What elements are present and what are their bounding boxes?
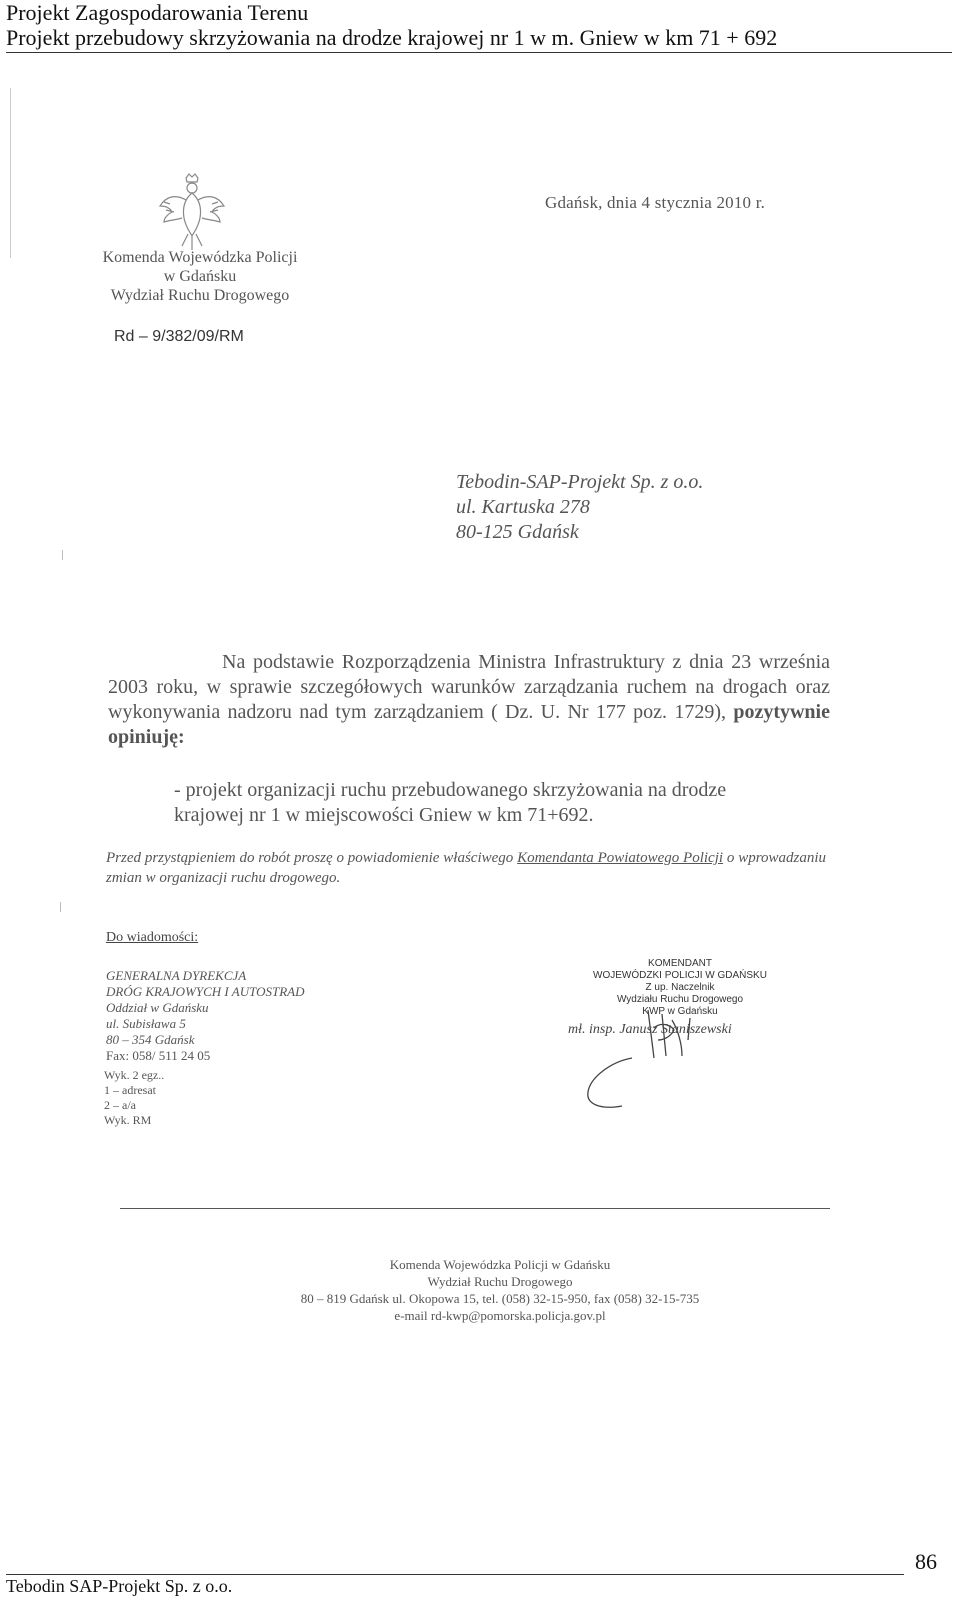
distribution-line-5: 80 – 354 Gdańsk: [106, 1032, 195, 1047]
copies-line-2: 1 – adresat: [104, 1083, 156, 1097]
sender-block: [90, 248, 310, 305]
scan-speck: [60, 902, 64, 912]
sender-line-1: Komenda Wojewódzka Policji: [102, 249, 298, 266]
distribution-line-4: ul. Subisława 5: [106, 1016, 186, 1031]
copies-line-3: 2 – a/a: [104, 1098, 136, 1112]
notice-text-end: o wprowadzaniu zmian w organizacji ruchu drogowego.: [106, 850, 826, 886]
stamp-line-1: KOMENDANT: [648, 958, 712, 969]
letter-date: Gdańsk, dnia 4 stycznia 2010 r.: [545, 193, 766, 212]
letter-footer: [250, 1256, 750, 1324]
handwritten-signature-icon: [570, 1000, 810, 1120]
header-rule: [6, 52, 952, 53]
notice-underlined: Komendanta Powiatowego Policji: [517, 850, 724, 866]
page-number: 86: [915, 1549, 937, 1574]
scan-edge-line: [10, 88, 11, 258]
letter-footer-line-2: Wydział Ruchu Drogowego: [427, 1274, 573, 1289]
opinion-item-line-2: krajowej nr 1 w miejscowości Gniew w km 71+692.: [174, 804, 594, 826]
opinion-phrase: pozytywnie opiniuję:: [108, 701, 830, 748]
scan-speck: [62, 550, 66, 560]
addressee-line-3: 80-125 Gdańsk: [456, 521, 579, 543]
addressee-line-1: Tebodin-SAP-Projekt Sp. z o.o.: [456, 471, 704, 493]
letter-footer-line-3: 80 – 819 Gdańsk ul. Okopowa 15, tel. (058) 32-15-950, fax (058) 32-15-735: [300, 1291, 700, 1306]
distribution-fax: Fax: 058/ 511 24 05: [106, 1048, 211, 1063]
stamp-line-3: Z up. Naczelnik: [645, 982, 715, 993]
stamp-line-5: KWP w Gdańsku: [642, 1006, 718, 1017]
addressee-line-2: ul. Kartuska 278: [456, 496, 590, 518]
letter-footer-line-1: Komenda Wojewódzka Policji w Gdańsku: [389, 1257, 611, 1272]
stamp-line-4: Wydziału Ruchu Drogowego: [616, 994, 744, 1005]
running-header-line-1: Projekt Zagospodarowania Terenu: [6, 0, 309, 25]
footer-rule: [6, 1574, 904, 1575]
opinion-item-line-1: - projekt organizacji ruchu przebudowanego skrzyżowania na drodze: [174, 779, 727, 801]
opinion-item: [174, 778, 814, 828]
eagle-emblem-icon: [156, 172, 228, 254]
letter-footer-rule: [120, 1208, 830, 1209]
distribution-line-2: DRÓG KRAJOWYCH I AUTOSTRAD: [106, 984, 305, 999]
reference-number: Rd – 9/382/09/RM: [114, 328, 244, 345]
body-text: Na podstawie Rozporządzenia Ministra Infrastruktury z dnia 23 września 2003 roku, w sprawie szczegółowych warunków zarządzania ruchem na drogach oraz wykonywania nadzoru nad tym zarządzaniem ( Dz. U. Nr 177 poz. 1729),: [108, 651, 830, 723]
distribution-list: [106, 968, 305, 1064]
body-paragraph: [108, 650, 830, 750]
addressee-block: [456, 470, 703, 545]
copies-line-4: Wyk. RM: [104, 1113, 152, 1127]
copies-block: [104, 1068, 164, 1128]
running-header-line-2: Projekt przebudowy skrzyżowania na drodze krajowej nr 1 w m. Gniew w km 71 + 692: [6, 25, 778, 50]
letter-footer-line-4: e-mail rd-kwp@pomorska.policja.gov.pl: [394, 1308, 606, 1323]
stamp-line-2: WOJEWÓDZKI POLICJI W GDAŃSKU: [593, 970, 767, 981]
copies-line-1: Wyk. 2 egz..: [104, 1068, 165, 1082]
signer-name: mł. insp. Janusz Staniszewski: [568, 1022, 732, 1037]
sender-line-3: Wydział Ruchu Drogowego: [110, 287, 290, 304]
sender-line-2: w Gdańsku: [163, 268, 237, 285]
distribution-line-3: Oddział w Gdańsku: [106, 1000, 209, 1015]
notice-text: Przed przystąpieniem do robót proszę o powiadomienie właściwego: [106, 850, 518, 866]
distribution-title: Do wiadomości:: [106, 930, 199, 945]
company-name: Tebodin SAP-Projekt Sp. z o.o.: [6, 1576, 233, 1596]
notice-paragraph: [106, 848, 826, 888]
distribution-line-1: GENERALNA DYREKCJA: [106, 968, 247, 983]
